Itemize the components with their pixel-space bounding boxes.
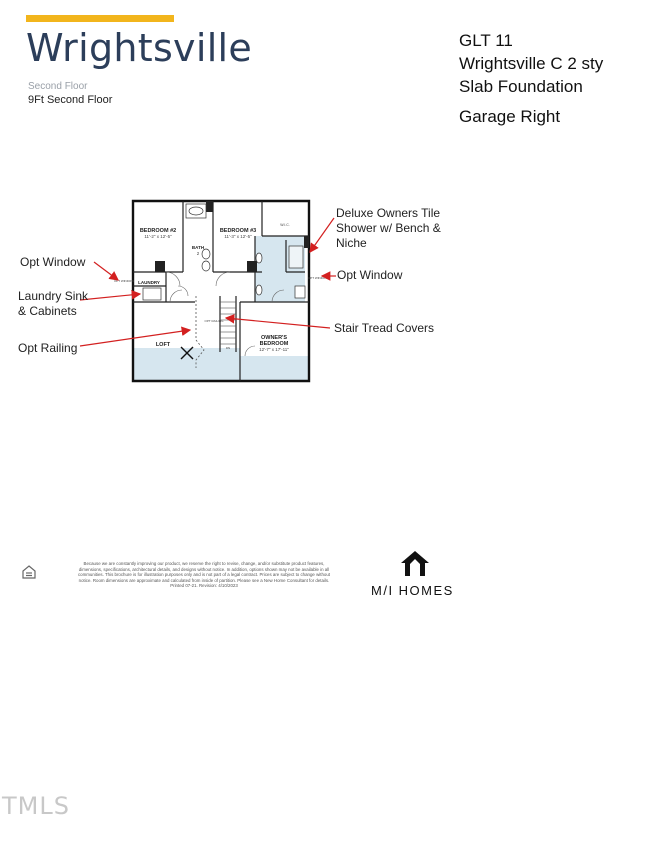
stair-treads xyxy=(220,302,236,344)
room-laundry-name: LAUNDRY xyxy=(138,280,160,285)
callout-owners-shower xyxy=(336,206,441,251)
callout-owners-shower-line2: Shower w/ Bench & xyxy=(336,221,441,235)
opt-railing-tag: OPT RAILING xyxy=(204,319,224,323)
room-owners-name: OWNER'S xyxy=(260,335,288,341)
opt-window-tag-right: OPT WINDOW xyxy=(307,276,329,280)
room-bath-name: BATH xyxy=(191,245,205,250)
opt-window-tag-left: OPT WINDOW xyxy=(113,279,135,283)
callout-opt-railing: Opt Railing xyxy=(18,341,78,355)
page-title: Wrightsville xyxy=(26,26,253,70)
stair-dn-tag: DN xyxy=(225,346,231,350)
room-owners-dim: 12'-7" x 17'-11" xyxy=(259,347,289,352)
callout-opt-window-right: Opt Window xyxy=(337,268,403,282)
floor-sublabel: 9Ft Second Floor xyxy=(28,94,113,106)
room-bedroom2-name: BEDROOM #2 xyxy=(139,228,177,234)
lot-number: GLT 11 xyxy=(459,31,513,50)
mls-watermark: TMLS xyxy=(2,792,70,820)
garage-orientation: Garage Right xyxy=(459,107,561,126)
room-wic-name: W.I.C. xyxy=(280,223,290,227)
room-loft-name: LOFT xyxy=(155,342,171,348)
tiled-floor-areas xyxy=(133,236,309,382)
callout-laundry-sink-line2: & Cabinets xyxy=(18,304,77,318)
model-name: Wrightsville C 2 sty xyxy=(459,54,604,73)
floor-label: Second Floor xyxy=(28,81,88,92)
mi-homes-logo-icon xyxy=(399,549,431,577)
legal-disclaimer: Because we are constantly improving our product, we reserve the right to revise, change, and/or substitute product features, dimensions, specifications, architectural details, and designs without notice. In addition, options shown may not be available in all communities. This brochure is for illustration purposes only and is not part of a legal contract. Prices are subject to change without notice. Room dimensions are approximate and calculated from inside of partition. Please see a New Home Consultant for details. Printed 07-21. Revision: 4/10/2023 xyxy=(77,561,331,589)
callout-laundry-sink-line1: Laundry Sink xyxy=(18,289,89,303)
room-owners-name2: BEDROOM xyxy=(259,341,289,347)
room-bedroom3-name: BEDROOM #3 xyxy=(219,228,257,234)
callout-owners-shower-line3: Niche xyxy=(336,236,367,250)
callout-opt-window-left: Opt Window xyxy=(20,255,86,269)
foundation-type: Slab Foundation xyxy=(459,77,583,96)
equal-housing-icon xyxy=(22,565,36,579)
callout-laundry-sink xyxy=(18,289,88,319)
room-bedroom3-dim: 11'-3" x 12'-5" xyxy=(224,234,252,239)
callout-owners-shower-line1: Deluxe Owners Tile xyxy=(336,206,441,220)
room-bath-sub: 2 xyxy=(196,251,200,256)
callout-stair-tread: Stair Tread Covers xyxy=(334,321,435,335)
mi-homes-logo-text: M/I HOMES xyxy=(371,583,454,598)
room-bedroom2-dim: 11'-2" x 12'-5" xyxy=(144,234,172,239)
